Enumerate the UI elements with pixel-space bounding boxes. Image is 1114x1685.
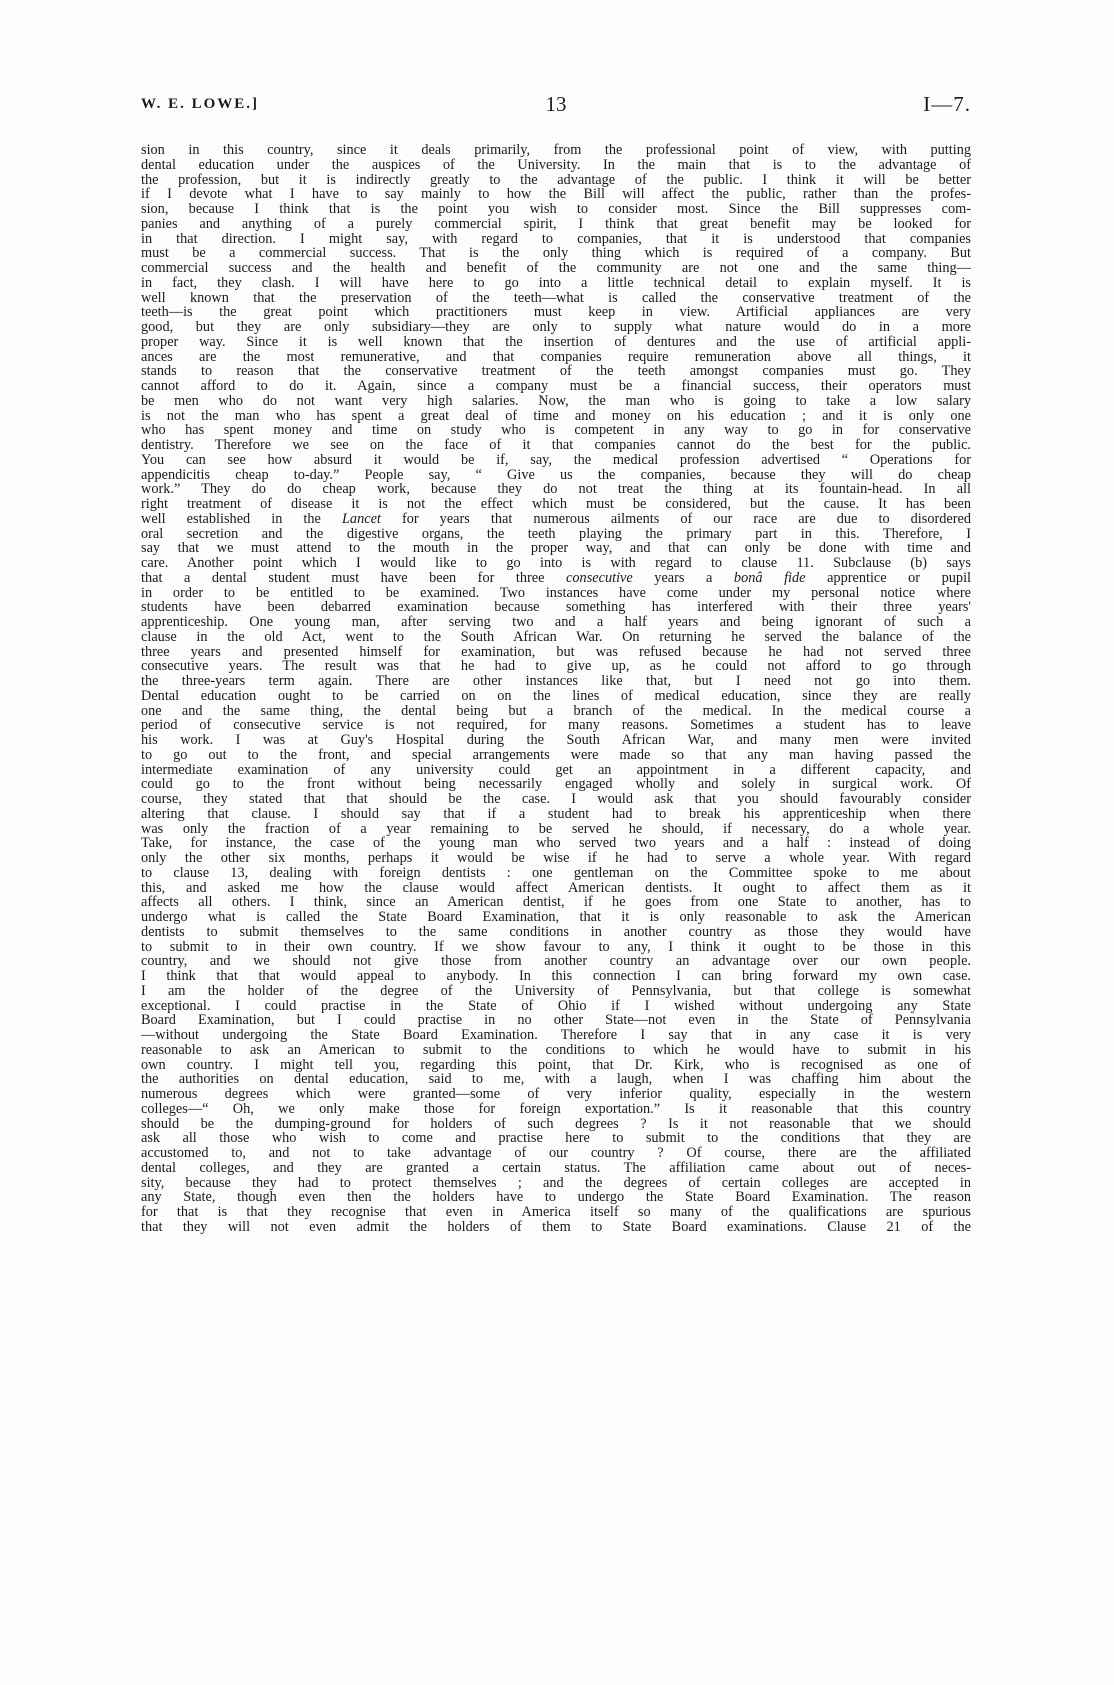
text-line: in fact, they clash. I will have here to go into a little technical detail to explain myself. It is: [141, 275, 971, 291]
text-line: for that is that they recognise that even in America itself so many of the qualifications are spurious: [141, 1205, 971, 1220]
text-line: this, and asked me how the clause would affect American dentists. It ought to affect them as it: [141, 880, 971, 896]
text-line: consecutive years. The result was that he had to give up, as he could not afford to go through: [141, 659, 971, 674]
text-line: could go to the front without being necessarily engaged wholly and solely in surgical work. Of: [141, 777, 971, 792]
body-text: [141, 143, 971, 1235]
text-line: sion, because I think that is the point you wish to consider most. Since the Bill suppresses com-: [141, 202, 971, 217]
text-line: well known that the preservation of the teeth—what is called the conservative treatment of the: [141, 290, 971, 306]
text-line: in order to be entitled to be examined. Two instances have come under my personal notice where: [141, 585, 971, 601]
text-line: sion in this country, since it deals primarily, from the professional point of view, with putting: [141, 143, 971, 158]
text-line: good, but they are only subsidiary—they are only to supply what nature would do in a more: [141, 320, 971, 335]
text-line: students have been debarred examination because something has interfered with their three years': [141, 600, 971, 615]
text-line: colleges—“ Oh, we only make those for foreign exportation.” Is it reasonable that this country: [141, 1101, 971, 1117]
text-line: who has spent money and time on study who is competent in any way to go in for conservative: [141, 423, 971, 438]
text-line: proper way. Since it is well known that the insertion of dentures and the use of artificial appli-: [141, 334, 971, 350]
text-line: I am the holder of the degree of the University of Pennsylvania, but that college is somewhat: [141, 983, 971, 999]
header-author: W. E. LOWE.]: [141, 96, 260, 112]
text-line: intermediate examination of any university could get an appointment in a different capacity, and: [141, 762, 971, 778]
text-line: to submit to in their own country. If we show favour to any, I think it ought to be those in this: [141, 939, 971, 955]
text-line: right treatment of disease it is not the effect which must be considered, but the cause. It has been: [141, 497, 971, 512]
text-line: one and the same thing, the dental being but a branch of the medical. In the medical course a: [141, 703, 971, 719]
text-line: altering that clause. I should say that if a student had to break his apprenticeship when there: [141, 806, 971, 822]
text-line: Dental education ought to be carried on on the lines of medical education, since they are really: [141, 688, 971, 704]
text-line: must be a commercial success. That is the only thing which is required of a company. But: [141, 246, 971, 261]
text-line: say that we must attend to the mouth in the proper way, and that can only be done with time and: [141, 541, 971, 556]
text-line: cannot afford to do it. Again, since a company must be a financial success, their operators must: [141, 379, 971, 394]
text-line: well established in the Lancet for years that numerous ailments of our race are due to disordered: [141, 511, 971, 527]
text-line: clause in the old Act, went to the South African War. On returning he served the balance of the: [141, 629, 971, 645]
text-line: that a dental student must have been for three consecutive years a bonâ fide apprentice or pupil: [141, 570, 971, 586]
text-line: apprenticeship. One young man, after serving two and a half years and being ignorant of such a: [141, 615, 971, 630]
text-line: the authorities on dental education, said to me, with a laugh, when I was chaffing him about the: [141, 1072, 971, 1087]
text-line: stands to reason that the conservative treatment of the teeth amongst companies must go. They: [141, 364, 971, 379]
text-line: period of consecutive service is not required, for many reasons. Sometimes a student has to leave: [141, 718, 971, 733]
text-line: Board Examination, but I could practise in no other State—not even in the State of Pennsylvania: [141, 1013, 971, 1028]
text-line: reasonable to ask an American to submit to the conditions to which he would have to submit in his: [141, 1042, 971, 1058]
text-line: panies and anything of a purely commercial spirit, I think that great benefit may be looked for: [141, 216, 971, 232]
text-line: is not the man who has spent a great deal of time and money on his education ; and it is only one: [141, 408, 971, 424]
text-line: was only the fraction of a year remaining to be served he should, if necessary, do a whole year.: [141, 821, 971, 837]
text-line: accustomed to, and not to take advantage of our country ? Of course, there are the affiliated: [141, 1146, 971, 1161]
text-line: affects all others. I think, since an American dentist, if he goes from one State to another, has to: [141, 895, 971, 910]
text-line: the profession, but it is indirectly greatly to the advantage of the public. I think it will be better: [141, 172, 971, 188]
text-line: work.” They do do cheap work, because they do not treat the thing at its fountain-head. In all: [141, 482, 971, 497]
page-header: [141, 92, 971, 122]
text-line: any State, though even then the holders have to undergo the State Board Examination. The reason: [141, 1190, 971, 1205]
page-number: 13: [545, 92, 567, 116]
text-line: course, they stated that that should be the case. I would ask that you should favourably consider: [141, 792, 971, 807]
text-line: commercial success and the health and benefit of the community are not one and the same thing—: [141, 261, 971, 276]
text-line: to go out to the front, and special arrangements were made so that any man having passed the: [141, 747, 971, 763]
text-line: ances are the most remunerative, and that companies require remuneration above all things, it: [141, 349, 971, 365]
text-line: appendicitis cheap to-day.” People say, “ Give us the companies, because they will do cheap: [141, 467, 971, 483]
text-line: —without undergoing the State Board Examination. Therefore I say that in any case it is very: [141, 1028, 971, 1043]
text-line: should be the dumping-ground for holders of such degrees ? Is it not reasonable that we should: [141, 1116, 971, 1132]
text-line: teeth—is the great point which practitioners must keep in view. Artificial appliances are very: [141, 305, 971, 320]
text-line: in that direction. I might say, with regard to companies, that it is understood that companies: [141, 231, 971, 247]
text-line: three years and presented himself for examination, but was refused because he had not served three: [141, 644, 971, 660]
text-line: the three-years term again. There are other instances like that, but I need not go into them.: [141, 674, 971, 689]
text-line: exceptional. I could practise in the State of Ohio if I wished without undergoing any State: [141, 998, 971, 1014]
text-line: dentists to submit themselves to the same conditions in another country as those they would have: [141, 924, 971, 940]
text-line: Take, for instance, the case of the young man who served two years and a half : instead of doing: [141, 836, 971, 851]
text-line: to clause 13, dealing with foreign dentists : one gentleman on the Committee spoke to me about: [141, 865, 971, 881]
text-line: care. Another point which I would like to go into is with regard to clause 11. Subclause (b) says: [141, 556, 971, 571]
text-line: I think that that would appeal to anybody. In this connection I can bring forward my own case.: [141, 969, 971, 984]
text-line: own country. I might tell you, regarding this point, that Dr. Kirk, who is recognised as one of: [141, 1057, 971, 1073]
text-line: if I devote what I have to say mainly to how the Bill will affect the public, rather than the profes-: [141, 187, 971, 202]
header-section-ref: I—7.: [923, 92, 971, 116]
text-line: dental education under the auspices of the University. In the main that is to the advantage of: [141, 157, 971, 173]
text-line: only the other six months, perhaps it would be wise if he had to serve a whole year. With regard: [141, 851, 971, 866]
text-line: oral secretion and the digestive organs, the teeth playing the primary part in this. Therefore, I: [141, 526, 971, 542]
text-line: undergo what is called the State Board Examination, that it is only reasonable to ask the American: [141, 910, 971, 925]
text-line: country, and we should not give those from another country an advantage over our own people.: [141, 954, 971, 969]
text-line: sity, because they had to protect themselves ; and the degrees of certain colleges are accepted in: [141, 1175, 971, 1191]
text-line: ask all those who wish to come and practise here to submit to the conditions that they are: [141, 1131, 971, 1146]
text-line: that they will not even admit the holders of them to State Board examinations. Clause 21 of the: [141, 1219, 971, 1235]
text-line: dentistry. Therefore we see on the face of it that companies cannot do the best for the public.: [141, 438, 971, 453]
text-line: his work. I was at Guy's Hospital during the South African War, and many men were invited: [141, 733, 971, 748]
text-line: be men who do not want very high salaries. Now, the man who is going to take a low salary: [141, 393, 971, 409]
text-line: numerous degrees which were granted—some of very inferior quality, especially in the western: [141, 1087, 971, 1102]
text-line: You can see how absurd it would be if, say, the medical profession advertised “ Operations for: [141, 452, 971, 468]
text-line: dental colleges, and they are granted a certain status. The affiliation came about out of neces-: [141, 1160, 971, 1176]
